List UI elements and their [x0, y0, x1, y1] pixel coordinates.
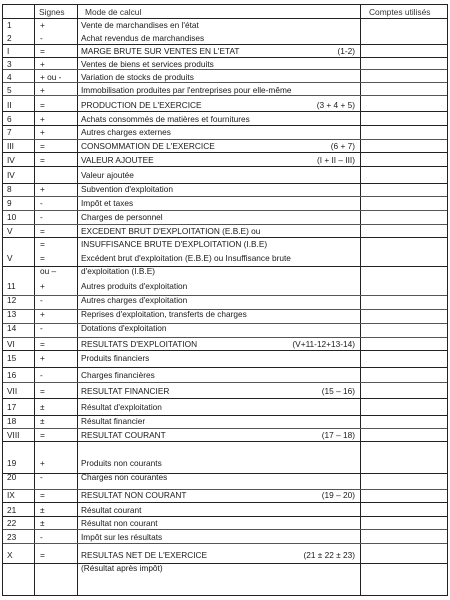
row-calculation: Autres charges externes [81, 127, 171, 137]
row-calculation: Reprises d'exploitation, transferts de charges [81, 309, 247, 319]
row-calculation: Vente de marchandises en l'état [81, 20, 199, 30]
row-calculation: Autres charges d'exploitation [81, 295, 188, 305]
row-calculation: Charges non courantes [81, 472, 168, 482]
row-sign: + [40, 59, 45, 69]
row-sign: ± [40, 402, 45, 412]
row-calculation: d'exploitation (I.B.E) [81, 266, 155, 276]
row-sign: = [40, 100, 45, 110]
row-sign: + [40, 309, 45, 319]
column-rule-3 [360, 5, 361, 595]
row-number: 8 [7, 184, 12, 194]
header-signes: Signes [39, 7, 65, 17]
row-separator [3, 398, 447, 399]
row-number [7, 562, 37, 575]
row-number: 3 [7, 59, 12, 69]
row-calculation: Immobilisation produites par l'entreprises pour elle-même [81, 85, 292, 95]
row-sign: - [40, 295, 43, 305]
row-sign: - [40, 198, 43, 208]
row-calculation: Ventes de biens et services produits [81, 59, 214, 69]
row-formula: (1-2) [337, 46, 355, 56]
row-number: III [7, 141, 14, 151]
row-number: IV [7, 170, 15, 180]
row-calculation: Excédent brut d'exploitation (E.B.E) ou Insuffisance brute [81, 253, 291, 263]
row-sign: + [40, 281, 45, 291]
row-number: 23 [7, 532, 17, 542]
row-number [7, 265, 37, 278]
row-sign: = [40, 253, 45, 263]
row-sign: = [40, 339, 45, 349]
row-sign: - [40, 33, 43, 43]
row-calculation: Impôt sur les résultats [81, 532, 163, 542]
row-calculation: RESULTAT NON COURANT [81, 490, 187, 500]
row-number: VIII [7, 430, 20, 440]
row-calculation: Valeur ajoutée [81, 170, 134, 180]
row-calculation: Produits non courants [81, 458, 162, 468]
row-number [7, 238, 37, 251]
row-number: 2 [7, 33, 12, 43]
row-number: 10 [7, 212, 17, 222]
row-sign: - [40, 532, 43, 542]
row-sign: = [40, 550, 45, 560]
row-sign: + [40, 85, 45, 95]
row-formula: (3 + 4 + 5) [316, 100, 355, 110]
row-calculation: EXCEDENT BRUT D'EXPLOITATION (E.B.E) ou [81, 226, 261, 236]
row-number: V [7, 226, 13, 236]
row-number: 22 [7, 518, 17, 528]
row-calculation: RESULTAT FINANCIER [81, 386, 170, 396]
row-calculation: RESULTATS D'EXPLOITATION [81, 339, 198, 349]
row-calculation: Résultat d'exploitation [81, 402, 162, 412]
row-calculation: Résultat financier [81, 416, 146, 426]
row-sign: = [40, 490, 45, 500]
row-sign: ± [40, 416, 45, 426]
row-formula: (17 – 18) [321, 430, 355, 440]
row-sign: = [40, 226, 45, 236]
row-sign: + [40, 20, 45, 30]
row-calculation: Autres produits d'exploitation [81, 281, 188, 291]
row-sign: - [40, 370, 43, 380]
row-sign: - [40, 212, 43, 222]
row-number: 14 [7, 323, 17, 333]
column-rule-2 [77, 5, 78, 595]
row-sign [40, 169, 74, 182]
row-number: 19 [7, 458, 17, 468]
row-number: 7 [7, 127, 12, 137]
row-number: V [7, 253, 13, 263]
row-number: 18 [7, 416, 17, 426]
row-sign: ± [40, 518, 45, 528]
row-sign: + ou - [40, 72, 62, 82]
row-calculation: MARGE BRUTE SUR VENTES EN L'ETAT [81, 46, 240, 56]
row-calculation: Dotations d'exploitation [81, 323, 167, 333]
row-number: I [7, 46, 10, 56]
row-number: X [7, 550, 13, 560]
row-sign [40, 562, 74, 575]
row-number: 15 [7, 353, 17, 363]
header-mode-de-calcul: Mode de calcul [85, 7, 142, 17]
row-number: 1 [7, 20, 12, 30]
row-number: 17 [7, 402, 17, 412]
row-calculation: Achat revendus de marchandises [81, 33, 205, 43]
row-sign: = [40, 430, 45, 440]
row-sign: - [40, 472, 43, 482]
row-sign: + [40, 127, 45, 137]
row-calculation: Subvention d'exploitation [81, 184, 173, 194]
row-formula: (15 – 16) [321, 386, 355, 396]
row-number: 5 [7, 85, 12, 95]
row-calculation: (Résultat après impôt) [81, 563, 163, 573]
row-number: 11 [7, 281, 16, 291]
row-calculation: Produits financiers [81, 353, 150, 363]
row-calculation: Résultat non courant [81, 518, 158, 528]
row-sign: ou – [40, 266, 57, 276]
row-calculation: RESULTAS NET DE L'EXERCICE [81, 550, 208, 560]
row-number: 9 [7, 198, 12, 208]
row-calculation: RESULTAT COURANT [81, 430, 166, 440]
row-number: 20 [7, 472, 17, 482]
row-number: VII [7, 386, 18, 396]
row-calculation: CONSOMMATION DE L'EXERCICE [81, 141, 215, 151]
row-separator [3, 502, 447, 503]
row-number: II [7, 100, 12, 110]
row-number: 6 [7, 114, 12, 124]
row-sign: = [40, 239, 45, 249]
row-calculation: Charges de personnel [81, 212, 163, 222]
row-formula: (19 – 20) [321, 490, 355, 500]
row-number: 12 [7, 295, 17, 305]
accounting-table [2, 4, 448, 596]
row-sign: ± [40, 505, 45, 515]
row-formula: (21 ± 22 ± 23) [303, 550, 355, 560]
row-sign: = [40, 386, 45, 396]
row-formula: (V+11-12+13-14) [292, 339, 355, 349]
row-calculation: Variation de stocks de produits [81, 72, 194, 82]
row-number: IV [7, 155, 15, 165]
row-sign: + [40, 458, 45, 468]
row-separator [3, 367, 447, 368]
row-calculation: INSUFFISANCE BRUTE D'EXPLOITATION (I.B.E) [81, 239, 268, 249]
row-formula: (I + II – III) [316, 155, 355, 165]
row-number: 16 [7, 370, 17, 380]
row-formula: (6 + 7) [330, 141, 355, 151]
row-number: 4 [7, 72, 12, 82]
row-sign: = [40, 155, 45, 165]
row-number: 21 [7, 505, 17, 515]
row-sign: + [40, 353, 45, 363]
row-sign: - [40, 323, 43, 333]
row-calculation: PRODUCTION DE L'EXERCICE [81, 100, 202, 110]
row-number: VI [7, 339, 15, 349]
row-sign: + [40, 114, 45, 124]
row-calculation: Achats consommés de matières et fournitures [81, 114, 250, 124]
row-sign: = [40, 46, 45, 56]
header-comptes-utilises: Comptes utilisés [369, 7, 431, 17]
row-calculation: Impôt et taxes [81, 198, 134, 208]
row-sign: + [40, 184, 45, 194]
row-calculation: Résultat courant [81, 505, 142, 515]
row-number: IX [7, 490, 15, 500]
row-number: 13 [7, 309, 17, 319]
row-calculation: VALEUR AJOUTEE [81, 155, 154, 165]
row-underline [3, 382, 447, 383]
row-sign: = [40, 141, 45, 151]
row-calculation: Charges financières [81, 370, 155, 380]
